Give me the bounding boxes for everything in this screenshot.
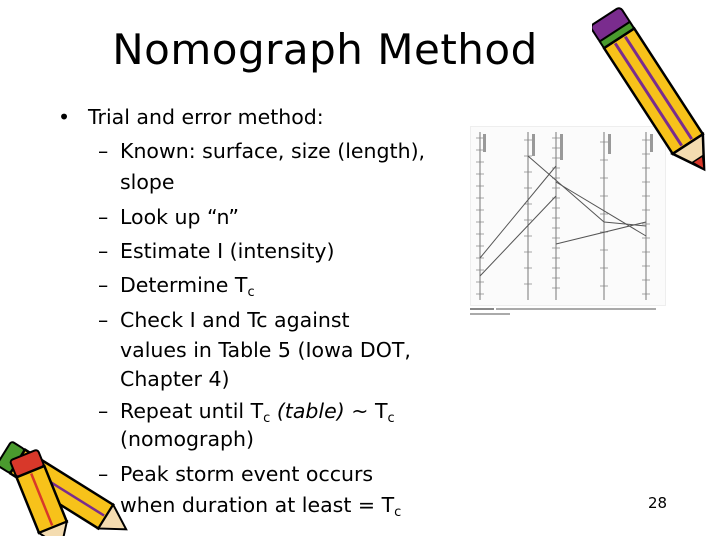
item-text: Look up “n” xyxy=(120,205,240,229)
item-text-main: Repeat until T xyxy=(120,399,264,423)
dash: – xyxy=(98,462,109,486)
subscript: c xyxy=(394,505,402,520)
item-text xyxy=(120,272,255,298)
item-text: Check I and Tc against xyxy=(120,308,350,332)
dash: – xyxy=(98,273,109,297)
item-text xyxy=(120,398,395,424)
axis-label-mark xyxy=(532,134,535,156)
figure-caption xyxy=(470,307,666,318)
dash: – xyxy=(98,399,109,423)
pencil-icon xyxy=(592,4,716,180)
item-text: slope xyxy=(120,170,175,194)
item-text: values in Table 5 (Iowa DOT, xyxy=(120,338,411,362)
axis-label-mark xyxy=(560,134,563,160)
item-text: (nomograph) xyxy=(120,427,255,451)
item-text: Estimate I (intensity) xyxy=(120,239,335,263)
item-text-main: Determine T xyxy=(120,273,248,297)
slide-title: Nomograph Method xyxy=(112,25,538,74)
list-item-repeat-cont xyxy=(120,426,254,452)
dash: – xyxy=(98,239,109,263)
item-text: Known: surface, size (length), xyxy=(120,139,426,163)
subscript: c xyxy=(247,285,255,300)
dash: – xyxy=(98,205,109,229)
list-item-peak-cont xyxy=(120,492,401,518)
caption-scribble xyxy=(470,307,666,317)
item-text-main: when duration at least = T xyxy=(120,493,395,517)
item-text-tail: ~ T xyxy=(344,399,388,423)
bullet-dot: • xyxy=(58,105,71,129)
dash: – xyxy=(98,139,109,163)
item-text: Peak storm event occurs xyxy=(120,462,374,486)
list-item-check-cont xyxy=(120,337,411,363)
pencil-icon xyxy=(0,428,130,536)
page-number: 28 xyxy=(648,494,668,512)
list-item-known-cont xyxy=(120,169,175,195)
subscript: c xyxy=(263,411,271,426)
axis-label-mark xyxy=(483,134,486,152)
subscript: c xyxy=(387,411,395,426)
list-item-check-cont xyxy=(120,366,230,392)
bullet-text: Trial and error method: xyxy=(88,105,324,129)
dash: – xyxy=(98,308,109,332)
item-text: Chapter 4) xyxy=(120,367,230,391)
item-text xyxy=(120,493,402,520)
item-text-italic: (table) xyxy=(270,399,345,423)
